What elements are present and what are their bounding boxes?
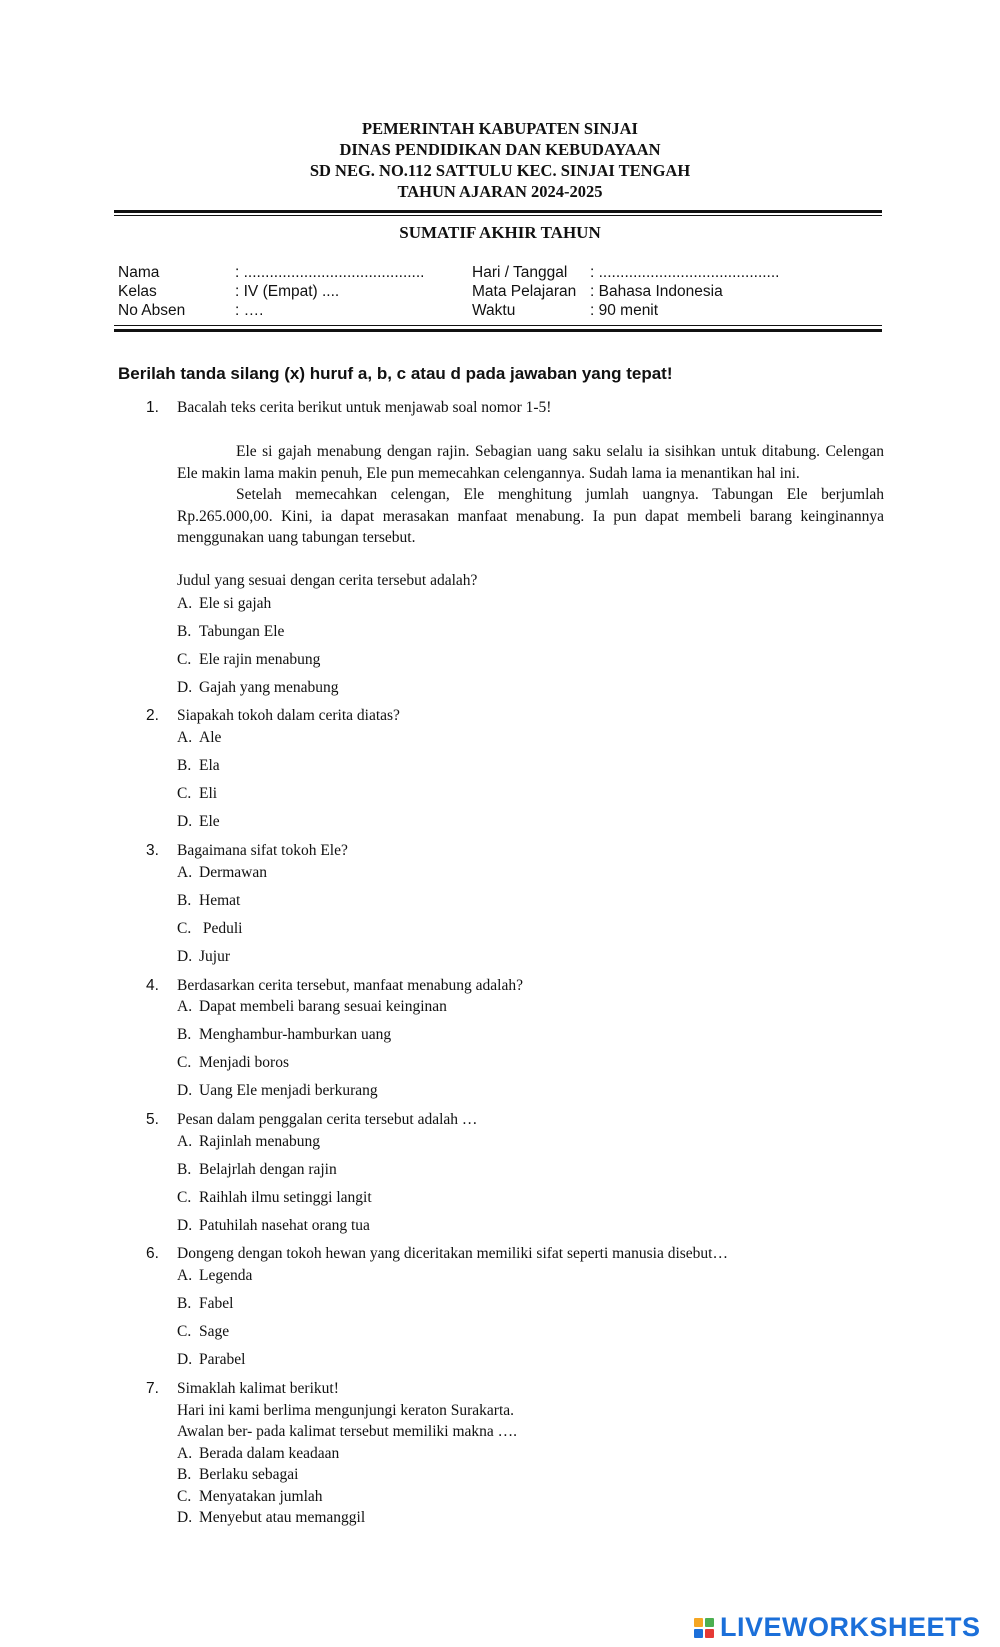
answer-option[interactable]: A. Legenda [177, 1267, 253, 1284]
answer-option[interactable]: C. Menjadi boros [177, 1054, 289, 1071]
question-text: Bagaimana sifat tokoh Ele? [177, 842, 348, 859]
liveworksheets-logo[interactable] [694, 1612, 981, 1643]
answer-option[interactable]: A. Dermawan [177, 864, 267, 881]
question-number: 2. [146, 707, 159, 724]
absen-label: No Absen [118, 302, 186, 319]
answer-option[interactable]: D. Menyebut atau memanggil [177, 1509, 366, 1526]
answer-option[interactable]: D. Uang Ele menjadi berkurang [177, 1082, 378, 1099]
question-text: Pesan dalam penggalan cerita tersebut adalah … [177, 1111, 478, 1128]
answer-option[interactable]: A. Rajinlah menabung [177, 1133, 320, 1150]
question-prompt: Judul yang sesuai dengan cerita tersebut adalah? [177, 572, 478, 589]
header-divider-thin [114, 215, 882, 216]
answer-option[interactable]: B. Menghambur-hamburkan uang [177, 1026, 392, 1043]
question-text: Siapakah tokoh dalam cerita diatas? [177, 707, 400, 724]
answer-option[interactable]: D. Parabel [177, 1351, 246, 1368]
answer-option[interactable]: B. Tabungan Ele [177, 623, 285, 640]
waktu-label: Waktu [472, 302, 516, 319]
answer-option[interactable]: C. Eli [177, 785, 218, 802]
answer-option[interactable]: A. Ale [177, 729, 222, 746]
info-divider-thin [114, 325, 882, 326]
answer-option[interactable]: C. Peduli [177, 920, 243, 937]
answer-option[interactable]: D. Patuhilah nasehat orang tua [177, 1217, 370, 1234]
question-text: Simaklah kalimat berikut! [177, 1380, 339, 1397]
answer-option[interactable]: B. Fabel [177, 1295, 234, 1312]
question-text: Bacalah teks cerita berikut untuk menjawab soal nomor 1-5! [177, 399, 552, 416]
answer-option[interactable]: D. Ele [177, 813, 220, 830]
answer-option[interactable]: B. Hemat [177, 892, 241, 909]
mapel-label: Mata Pelajaran [472, 283, 577, 300]
exam-title: SUMATIF AKHIR TAHUN [399, 223, 601, 242]
answer-option[interactable]: C. Raihlah ilmu setinggi langit [177, 1189, 372, 1206]
answer-option[interactable]: B. Berlaku sebagai [177, 1466, 299, 1483]
absen-field[interactable]: : …. [235, 302, 264, 319]
answer-option[interactable]: C. Sage [177, 1323, 230, 1340]
brand-name: LIVEWORKSHEETS [720, 1612, 981, 1642]
answer-option[interactable]: B. Belajrlah dengan rajin [177, 1161, 337, 1178]
header-divider-thick [114, 210, 882, 213]
answer-option[interactable]: C. Ele rajin menabung [177, 651, 321, 668]
info-divider-thick [114, 329, 882, 332]
answer-option[interactable]: C. Menyatakan jumlah [177, 1488, 323, 1505]
header-line-4: TAHUN AJARAN 2024-2025 [397, 182, 603, 201]
question-prompt: Awalan ber- pada kalimat tersebut memiliki makna …. [177, 1423, 518, 1440]
answer-option[interactable]: A. Berada dalam keadaan [177, 1445, 340, 1462]
mapel-value: : Bahasa Indonesia [590, 283, 723, 300]
question-number: 5. [146, 1111, 159, 1128]
question-text: Dongeng dengan tokoh hewan yang diceritakan memiliki sifat seperti manusia disebut… [177, 1245, 728, 1262]
question-number: 1. [146, 399, 159, 416]
tanggal-label: Hari / Tanggal [472, 264, 568, 281]
question-number: 6. [146, 1245, 159, 1262]
story-paragraph-2: Setelah memecahkan celengan, Ele menghitung jumlah uangnya. Tabungan Ele berjumlah Rp.265.000,00. Kini, ia dapat merasakan manfaat menabung. Ia pun dapat membeli barang keinginannya menggunakan uang tabungan tersebut. [177, 486, 884, 546]
answer-option[interactable]: D. Gajah yang menabung [177, 679, 339, 696]
question-number: 4. [146, 977, 159, 994]
answer-option[interactable]: B. Ela [177, 757, 220, 774]
brand-grid-icon [694, 1618, 714, 1638]
instruction: Berilah tanda silang (x) huruf a, b, c atau d pada jawaban yang tepat! [118, 364, 673, 383]
answer-option[interactable]: A. Ele si gajah [177, 595, 272, 612]
question-number: 7. [146, 1380, 159, 1397]
header-line-2: DINAS PENDIDIKAN DAN KEBUDAYAAN [339, 140, 661, 159]
answer-option[interactable]: D. Jujur [177, 948, 230, 965]
nama-label: Nama [118, 264, 160, 281]
tanggal-field[interactable]: : .......................................... [590, 264, 780, 281]
kelas-value: : IV (Empat) .... [235, 283, 340, 300]
waktu-value: : 90 menit [590, 302, 659, 319]
question-number: 3. [146, 842, 159, 859]
answer-option[interactable]: A. Dapat membeli barang sesuai keinginan [177, 998, 447, 1015]
question-sentence: Hari ini kami berlima mengunjungi keraton Surakarta. [177, 1402, 515, 1419]
story-text [177, 441, 884, 549]
header-line-1: PEMERINTAH KABUPATEN SINJAI [362, 119, 638, 138]
nama-field[interactable]: : .......................................... [235, 264, 425, 281]
school-header [0, 118, 1000, 202]
kelas-label: Kelas [118, 283, 157, 300]
header-line-3: SD NEG. NO.112 SATTULU KEC. SINJAI TENGAH [309, 161, 691, 180]
story-paragraph-1: Ele si gajah menabung dengan rajin. Sebagian uang saku selalu ia sisihkan untuk ditabung. Celengan Ele makin lama makin penuh, Ele pun memecahkan celengannya. Sudah lama ia menantikan hal ini. [177, 443, 884, 482]
question-text: Berdasarkan cerita tersebut, manfaat menabung adalah? [177, 977, 523, 994]
